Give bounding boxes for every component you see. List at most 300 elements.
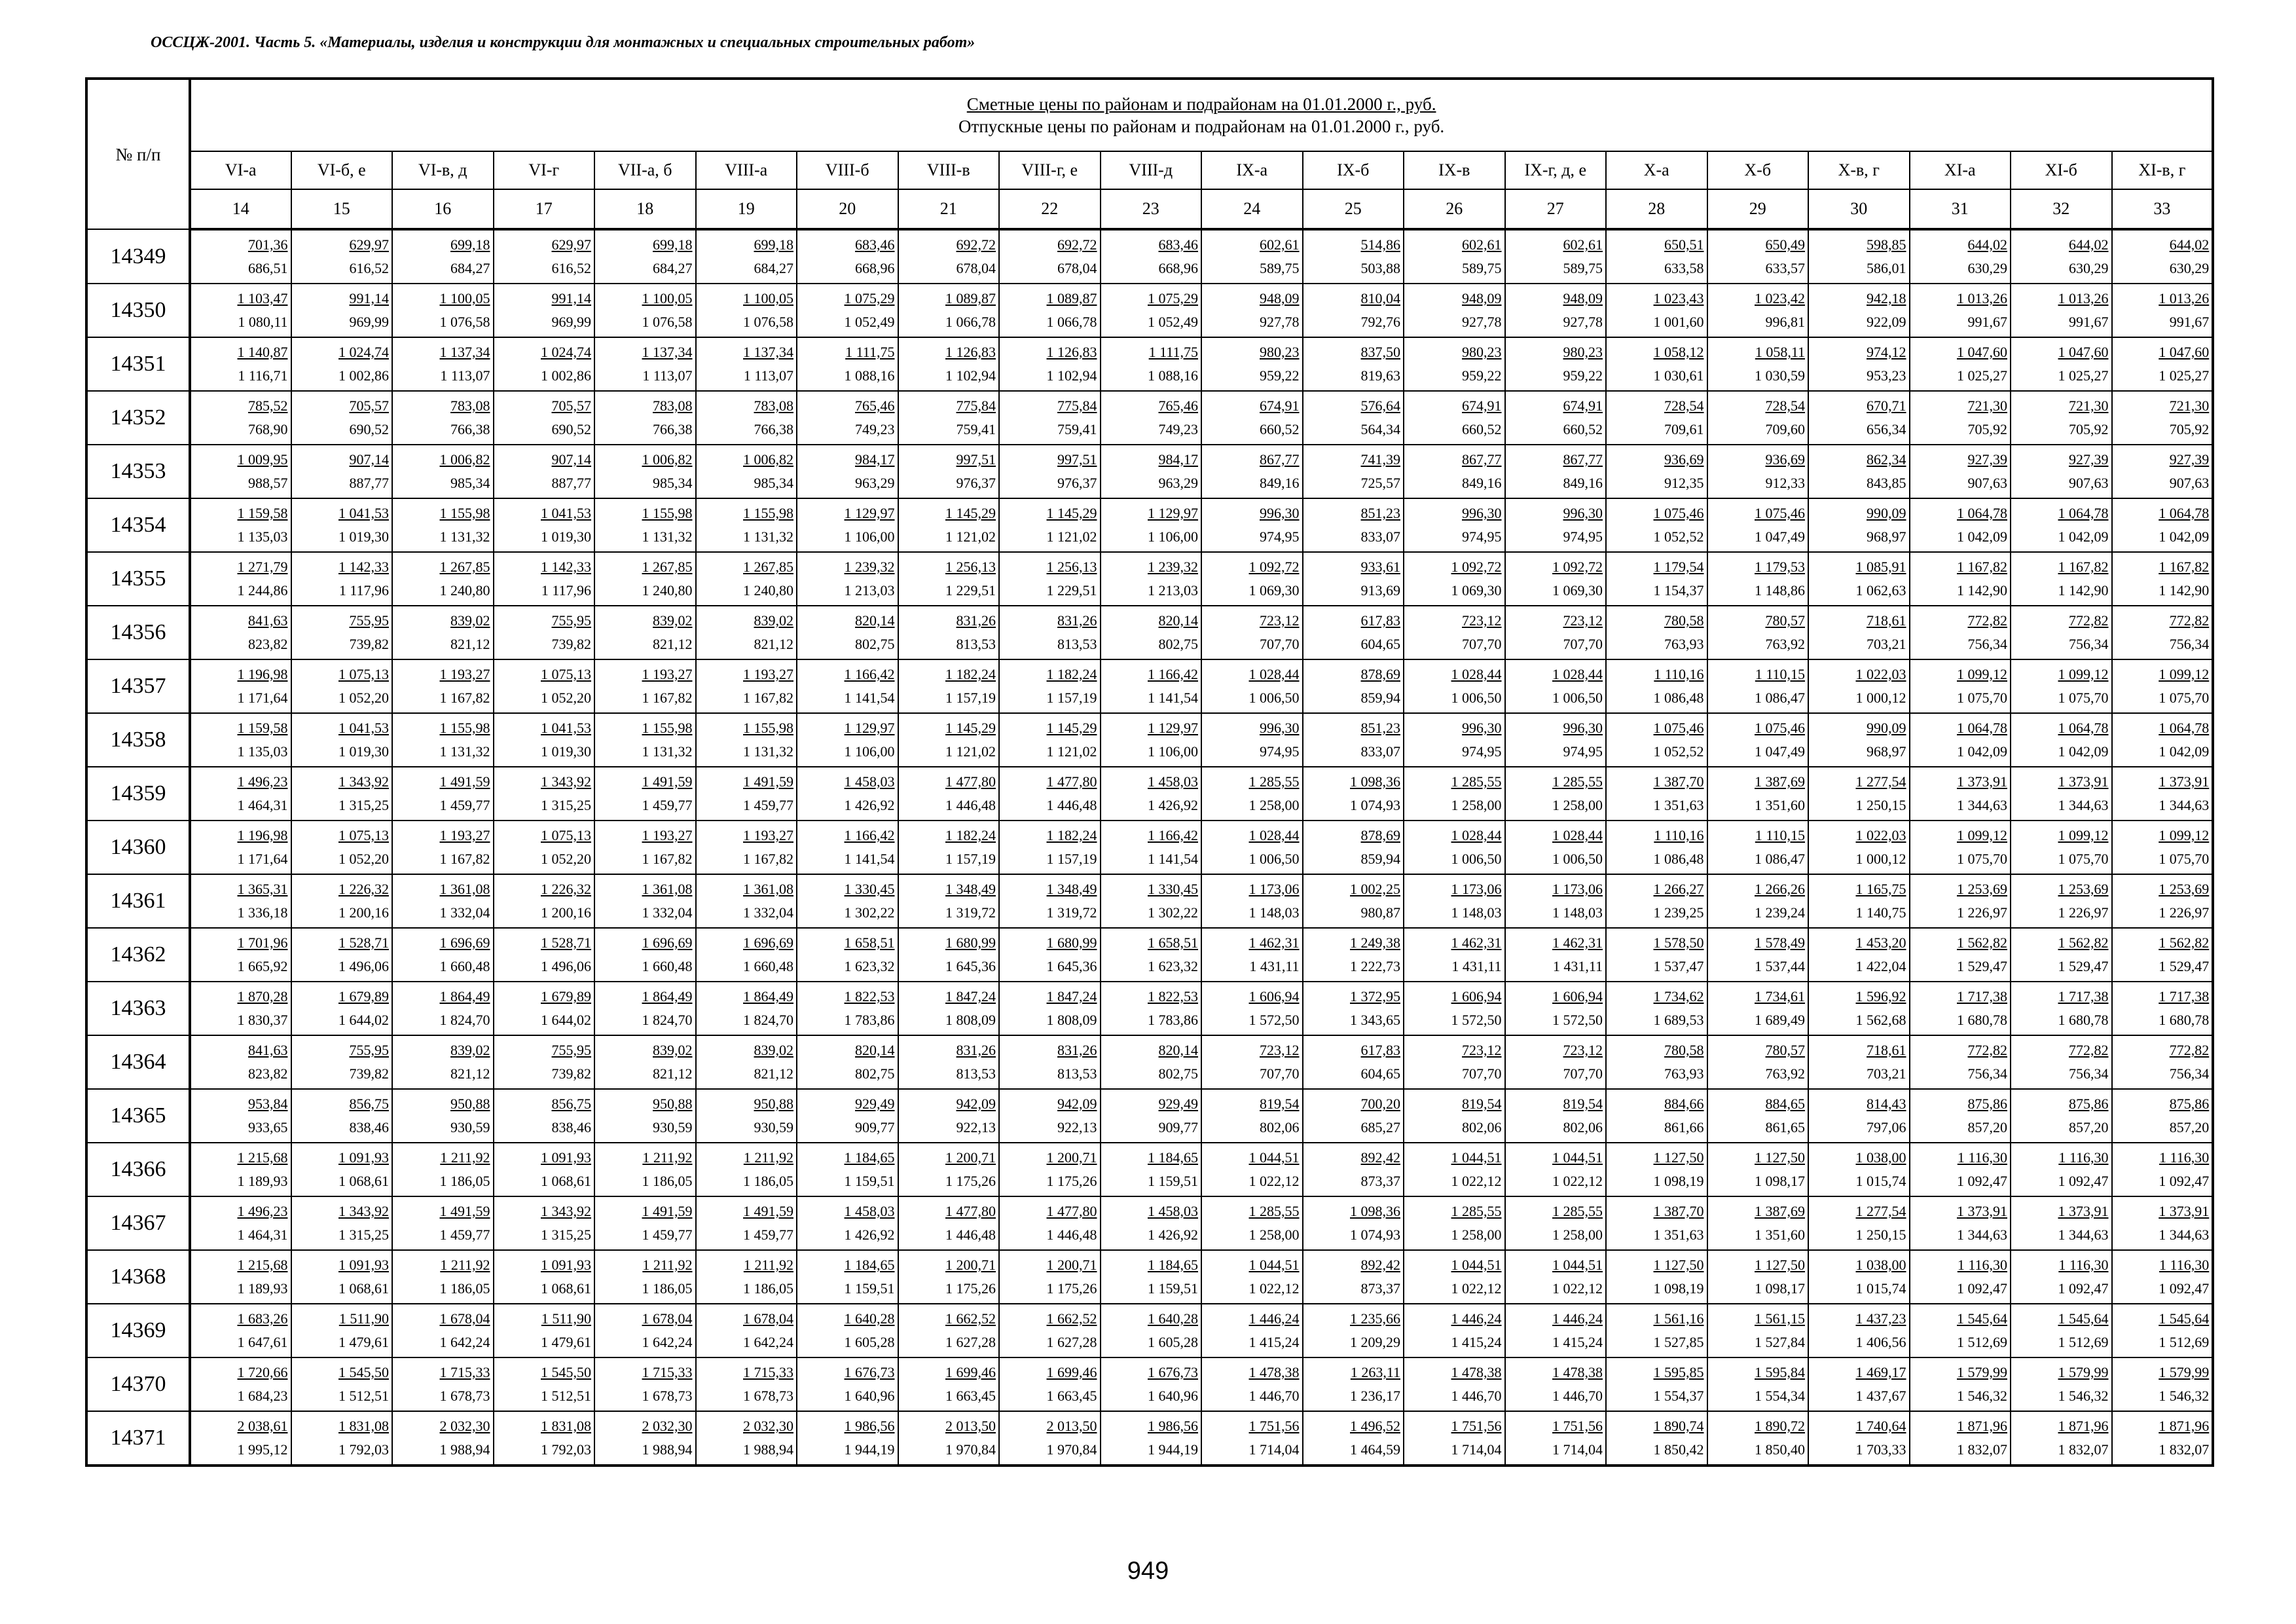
price-cell xyxy=(1505,445,1607,498)
wholesale-price: 1 088,16 xyxy=(844,367,895,384)
price-cell xyxy=(494,337,595,391)
price-cell xyxy=(1707,1250,1809,1304)
estimate-price: 1 715,33 xyxy=(743,1364,793,1380)
wholesale-price: 763,93 xyxy=(1664,636,1704,652)
estimate-price: 948,09 xyxy=(1260,290,1300,306)
wholesale-price: 1 000,12 xyxy=(1855,690,1906,706)
wholesale-price: 959,22 xyxy=(1462,367,1502,384)
price-cell xyxy=(898,1143,1000,1196)
wholesale-price: 1 258,00 xyxy=(1248,797,1300,813)
wholesale-price: 1 644,02 xyxy=(338,1012,389,1028)
wholesale-price: 690,52 xyxy=(551,421,591,437)
column-number: 24 xyxy=(1201,189,1303,229)
price-cell xyxy=(1606,1143,1707,1196)
wholesale-price: 821,12 xyxy=(653,1065,693,1082)
estimate-price: 1 477,80 xyxy=(945,1203,996,1219)
price-cell xyxy=(594,498,696,552)
price-cell xyxy=(1101,928,1202,982)
price-cell xyxy=(1505,1304,1607,1357)
wholesale-price: 1 546,32 xyxy=(2159,1388,2210,1404)
estimate-price: 831,26 xyxy=(956,612,996,629)
wholesale-price: 709,61 xyxy=(1664,421,1704,437)
wholesale-price: 1 240,80 xyxy=(743,582,793,599)
estimate-price: 1 606,94 xyxy=(1248,988,1300,1005)
wholesale-price: 1 086,48 xyxy=(1653,690,1704,706)
estimate-price: 1 099,12 xyxy=(2058,827,2109,843)
price-cell xyxy=(999,874,1101,928)
price-cell xyxy=(190,821,291,874)
estimate-price: 929,49 xyxy=(1158,1096,1198,1112)
estimate-price: 1 662,52 xyxy=(945,1310,996,1327)
estimate-price: 1 058,12 xyxy=(1653,344,1704,360)
estimate-price: 783,08 xyxy=(450,397,490,414)
wholesale-price: 686,51 xyxy=(248,260,288,276)
wholesale-price: 1 213,03 xyxy=(844,582,895,599)
estimate-price: 997,51 xyxy=(1057,451,1097,468)
wholesale-price: 633,57 xyxy=(1765,260,1805,276)
wholesale-price: 1 344,63 xyxy=(1957,797,2007,813)
price-cell xyxy=(696,391,797,445)
estimate-price: 996,30 xyxy=(1260,720,1300,736)
estimate-price: 692,72 xyxy=(956,236,996,253)
price-cell xyxy=(1404,1304,1505,1357)
wholesale-price: 1 459,77 xyxy=(743,797,793,813)
wholesale-price: 1 135,03 xyxy=(237,528,288,545)
price-cell xyxy=(1101,1304,1202,1357)
wholesale-price: 1 512,69 xyxy=(2159,1334,2210,1350)
price-cell xyxy=(392,1035,494,1089)
estimate-price: 1 267,85 xyxy=(642,559,693,575)
wholesale-price: 1 315,25 xyxy=(541,797,591,813)
estimate-price: 1 129,97 xyxy=(1148,505,1198,521)
estimate-price: 721,30 xyxy=(2169,397,2210,414)
price-cell xyxy=(1404,1250,1505,1304)
column-number: 21 xyxy=(898,189,1000,229)
estimate-price: 728,54 xyxy=(1765,397,1805,414)
estimate-price: 1 089,87 xyxy=(1046,290,1097,306)
estimate-price: 780,57 xyxy=(1765,612,1805,629)
estimate-price: 996,30 xyxy=(1462,720,1502,736)
estimate-price: 1 166,42 xyxy=(1148,827,1198,843)
price-cell xyxy=(1303,337,1404,391)
estimate-price: 1 469,17 xyxy=(1855,1364,1906,1380)
estimate-price: 1 446,24 xyxy=(1248,1310,1300,1327)
estimate-price: 1 184,65 xyxy=(844,1149,895,1166)
price-cell xyxy=(2112,284,2214,337)
estimate-price: 1 075,29 xyxy=(844,290,895,306)
estimate-price: 1 038,00 xyxy=(1855,1149,1906,1166)
estimate-price: 1 023,42 xyxy=(1755,290,1805,306)
price-cell xyxy=(898,1089,1000,1143)
estimate-price: 1 127,50 xyxy=(1755,1149,1805,1166)
price-cell xyxy=(1707,606,1809,659)
wholesale-price: 1 200,16 xyxy=(338,904,389,921)
price-cell xyxy=(1910,1357,2011,1411)
price-cell xyxy=(190,1304,291,1357)
price-cell xyxy=(2112,498,2214,552)
price-cell xyxy=(1505,982,1607,1035)
estimate-price: 1 196,98 xyxy=(237,666,288,682)
estimate-price: 1 387,69 xyxy=(1755,773,1805,790)
wholesale-price: 759,41 xyxy=(1057,421,1097,437)
wholesale-price: 707,70 xyxy=(1462,636,1502,652)
price-cell xyxy=(797,337,898,391)
estimate-price: 990,09 xyxy=(1867,505,1906,521)
wholesale-price: 1 464,59 xyxy=(1350,1441,1400,1458)
estimate-price: 741,39 xyxy=(1360,451,1400,468)
wholesale-price: 1 131,32 xyxy=(439,743,490,760)
price-cell xyxy=(594,445,696,498)
estimate-price: 1 373,91 xyxy=(2159,773,2210,790)
wholesale-price: 1 075,70 xyxy=(2159,690,2210,706)
price-cell xyxy=(190,982,291,1035)
estimate-price: 692,72 xyxy=(1057,236,1097,253)
wholesale-price: 922,13 xyxy=(956,1119,996,1135)
row-id: 14360 xyxy=(86,821,190,874)
wholesale-price: 887,77 xyxy=(551,475,591,491)
wholesale-price: 1 623,32 xyxy=(844,958,895,974)
price-cell xyxy=(2011,1089,2112,1143)
estimate-price: 775,84 xyxy=(956,397,996,414)
price-cell xyxy=(594,821,696,874)
estimate-price: 839,02 xyxy=(450,612,490,629)
price-cell xyxy=(2011,659,2112,713)
wholesale-price: 1 189,93 xyxy=(237,1280,288,1297)
region-header: XI-в, г xyxy=(2112,151,2214,189)
estimate-price: 984,17 xyxy=(1158,451,1198,468)
wholesale-price: 1 554,34 xyxy=(1755,1388,1805,1404)
wholesale-price: 1 222,73 xyxy=(1350,958,1400,974)
estimate-price: 1 986,56 xyxy=(844,1418,895,1434)
wholesale-price: 1 086,48 xyxy=(1653,851,1704,867)
price-cell xyxy=(696,982,797,1035)
estimate-price: 772,82 xyxy=(2169,1042,2210,1058)
price-cell xyxy=(1505,713,1607,767)
wholesale-price: 1 446,70 xyxy=(1451,1388,1502,1404)
column-number: 19 xyxy=(696,189,797,229)
estimate-price: 2 038,61 xyxy=(237,1418,288,1434)
wholesale-price: 1 157,19 xyxy=(945,690,996,706)
price-cell xyxy=(696,874,797,928)
estimate-price: 617,83 xyxy=(1360,612,1400,629)
price-cell xyxy=(392,552,494,606)
wholesale-price: 1 459,77 xyxy=(642,797,693,813)
wholesale-price: 963,29 xyxy=(1158,475,1198,491)
price-cell xyxy=(797,445,898,498)
wholesale-price: 1 546,32 xyxy=(1957,1388,2007,1404)
price-cell xyxy=(1910,713,2011,767)
wholesale-price: 1 645,36 xyxy=(945,958,996,974)
wholesale-price: 768,90 xyxy=(248,421,288,437)
price-cell xyxy=(1101,498,1202,552)
price-cell xyxy=(1910,1089,2011,1143)
region-header: X-а xyxy=(1606,151,1707,189)
wholesale-price: 1 830,37 xyxy=(237,1012,288,1028)
row-id: 14369 xyxy=(86,1304,190,1357)
estimate-price: 1 734,62 xyxy=(1653,988,1704,1005)
wholesale-price: 1 792,03 xyxy=(541,1441,591,1458)
wholesale-price: 1 052,20 xyxy=(541,690,591,706)
wholesale-price: 1 529,47 xyxy=(1957,958,2007,974)
wholesale-price: 1 076,58 xyxy=(642,314,693,330)
estimate-price: 699,18 xyxy=(450,236,490,253)
price-cell xyxy=(594,713,696,767)
estimate-price: 1 142,33 xyxy=(541,559,591,575)
price-cell xyxy=(291,1357,393,1411)
price-cell xyxy=(2011,1035,2112,1089)
estimate-price: 996,30 xyxy=(1260,505,1300,521)
estimate-price: 1 211,92 xyxy=(642,1257,693,1273)
price-cell xyxy=(898,982,1000,1035)
price-cell xyxy=(797,1089,898,1143)
price-cell xyxy=(2011,1357,2112,1411)
wholesale-price: 1 665,92 xyxy=(237,958,288,974)
wholesale-price: 930,59 xyxy=(450,1119,490,1135)
price-cell xyxy=(898,337,1000,391)
estimate-price: 780,58 xyxy=(1664,612,1704,629)
estimate-price: 837,50 xyxy=(1360,344,1400,360)
wholesale-price: 813,53 xyxy=(956,636,996,652)
estimate-price: 1 387,70 xyxy=(1653,773,1704,790)
wholesale-price: 1 496,06 xyxy=(541,958,591,974)
estimate-price: 1 145,29 xyxy=(1046,505,1097,521)
wholesale-price: 1 660,48 xyxy=(439,958,490,974)
price-cell xyxy=(1505,1089,1607,1143)
estimate-price: 820,14 xyxy=(855,612,895,629)
price-cell xyxy=(1505,659,1607,713)
estimate-price: 1 155,98 xyxy=(743,720,793,736)
wholesale-price: 1 006,50 xyxy=(1451,851,1502,867)
wholesale-price: 1 351,60 xyxy=(1755,797,1805,813)
price-cell xyxy=(494,1411,595,1466)
estimate-price: 867,77 xyxy=(1260,451,1300,468)
price-cell xyxy=(797,713,898,767)
wholesale-price: 1 002,86 xyxy=(338,367,389,384)
estimate-price: 1 734,61 xyxy=(1755,988,1805,1005)
estimate-price: 1 024,74 xyxy=(541,344,591,360)
wholesale-price: 1 446,70 xyxy=(1552,1388,1603,1404)
wholesale-price: 589,75 xyxy=(1563,260,1603,276)
estimate-price: 1 676,73 xyxy=(1148,1364,1198,1380)
wholesale-price: 1 315,25 xyxy=(338,1227,389,1243)
wholesale-price: 1 117,96 xyxy=(338,582,389,599)
price-cell xyxy=(2011,445,2112,498)
price-cell xyxy=(1201,874,1303,928)
estimate-price: 1 715,33 xyxy=(642,1364,693,1380)
wholesale-price: 1 850,42 xyxy=(1653,1441,1704,1458)
price-cell xyxy=(291,1089,393,1143)
price-cell xyxy=(999,1196,1101,1250)
price-cell xyxy=(1808,1357,1910,1411)
price-cell xyxy=(1404,1357,1505,1411)
region-header-row xyxy=(86,151,2213,189)
wholesale-price: 1 512,69 xyxy=(1957,1334,2007,1350)
estimate-price: 1 477,80 xyxy=(1046,1203,1097,1219)
price-cell xyxy=(190,928,291,982)
estimate-price: 1 267,85 xyxy=(439,559,490,575)
wholesale-price: 630,29 xyxy=(1967,260,2007,276)
wholesale-price: 1 446,48 xyxy=(1046,797,1097,813)
wholesale-price: 1 075,70 xyxy=(1957,690,2007,706)
estimate-price: 1 678,04 xyxy=(642,1310,693,1327)
wholesale-price: 1 459,77 xyxy=(642,1227,693,1243)
wholesale-price: 1 415,24 xyxy=(1451,1334,1502,1350)
estimate-price: 1 578,50 xyxy=(1653,934,1704,951)
wholesale-price: 1 019,30 xyxy=(541,528,591,545)
price-cell xyxy=(1606,1357,1707,1411)
estimate-price: 1 155,98 xyxy=(743,505,793,521)
estimate-price: 2 032,30 xyxy=(743,1418,793,1434)
price-cell xyxy=(392,874,494,928)
wholesale-price: 1 022,12 xyxy=(1552,1173,1603,1189)
estimate-price: 831,26 xyxy=(956,1042,996,1058)
price-cell xyxy=(898,767,1000,821)
price-cell xyxy=(1303,391,1404,445)
wholesale-price: 1 159,51 xyxy=(1148,1280,1198,1297)
estimate-price: 820,14 xyxy=(1158,612,1198,629)
price-cell xyxy=(1201,821,1303,874)
column-number: 32 xyxy=(2011,189,2112,229)
wholesale-price: 1 226,97 xyxy=(2159,904,2210,921)
price-cell xyxy=(1201,1304,1303,1357)
price-cell xyxy=(1201,1250,1303,1304)
price-cell xyxy=(2112,445,2214,498)
price-cell xyxy=(1707,1143,1809,1196)
wholesale-price: 1 680,78 xyxy=(1957,1012,2007,1028)
price-cell xyxy=(190,1196,291,1250)
wholesale-price: 1 075,70 xyxy=(1957,851,2007,867)
estimate-price: 723,12 xyxy=(1462,1042,1502,1058)
price-cell xyxy=(1404,552,1505,606)
price-cell xyxy=(1505,552,1607,606)
price-cell xyxy=(594,1304,696,1357)
price-cell xyxy=(1201,391,1303,445)
estimate-price: 948,09 xyxy=(1563,290,1603,306)
estimate-price: 1 044,51 xyxy=(1451,1149,1502,1166)
price-cell xyxy=(1101,1250,1202,1304)
estimate-price: 1 528,71 xyxy=(338,934,389,951)
price-cell xyxy=(1606,337,1707,391)
wholesale-price: 1 258,00 xyxy=(1552,797,1603,813)
price-cell xyxy=(1303,982,1404,1035)
price-cell xyxy=(1303,552,1404,606)
estimate-price: 721,30 xyxy=(1967,397,2007,414)
wholesale-price: 968,97 xyxy=(1867,528,1906,545)
wholesale-price: 1 106,00 xyxy=(1148,743,1198,760)
price-cell xyxy=(1101,1196,1202,1250)
wholesale-price: 1 098,19 xyxy=(1653,1173,1704,1189)
estimate-price: 1 343,92 xyxy=(338,773,389,790)
price-cell xyxy=(1707,767,1809,821)
wholesale-price: 912,33 xyxy=(1765,475,1805,491)
estimate-price: 1 193,27 xyxy=(439,666,490,682)
wholesale-price: 802,06 xyxy=(1260,1119,1300,1135)
estimate-price: 1 699,46 xyxy=(945,1364,996,1380)
wholesale-price: 1 052,20 xyxy=(338,851,389,867)
price-cell xyxy=(1303,928,1404,982)
wholesale-price: 1 092,47 xyxy=(1957,1173,2007,1189)
wholesale-price: 907,63 xyxy=(1967,475,2007,491)
price-cell xyxy=(494,1089,595,1143)
price-cell xyxy=(999,498,1101,552)
price-cell xyxy=(797,498,898,552)
price-cell xyxy=(1404,229,1505,284)
price-cell xyxy=(2011,284,2112,337)
estimate-price: 856,75 xyxy=(349,1096,389,1112)
estimate-price: 1 098,36 xyxy=(1350,1203,1400,1219)
price-cell xyxy=(1606,552,1707,606)
wholesale-price: 1 068,61 xyxy=(541,1280,591,1297)
price-cell xyxy=(2112,337,2214,391)
wholesale-price: 1 022,12 xyxy=(1248,1173,1300,1189)
estimate-price: 1 075,13 xyxy=(338,827,389,843)
wholesale-price: 959,22 xyxy=(1260,367,1300,384)
column-number: 31 xyxy=(1910,189,2011,229)
wholesale-price: 813,53 xyxy=(1057,1065,1097,1082)
price-cell xyxy=(999,606,1101,659)
wholesale-price: 1 141,54 xyxy=(1148,851,1198,867)
price-cell xyxy=(1404,659,1505,713)
estimate-price: 1 155,98 xyxy=(642,720,693,736)
wholesale-price: 1 006,50 xyxy=(1552,690,1603,706)
price-cell xyxy=(1101,874,1202,928)
wholesale-price: 849,16 xyxy=(1260,475,1300,491)
estimate-price: 629,97 xyxy=(551,236,591,253)
price-cell xyxy=(1808,552,1910,606)
price-cell xyxy=(1808,445,1910,498)
wholesale-price: 1 019,30 xyxy=(338,528,389,545)
estimate-price: 1 528,71 xyxy=(541,934,591,951)
estimate-price: 892,42 xyxy=(1360,1149,1400,1166)
wholesale-price: 823,82 xyxy=(248,1065,288,1082)
estimate-price: 1 679,89 xyxy=(338,988,389,1005)
wholesale-price: 1 422,04 xyxy=(1855,958,1906,974)
estimate-price: 1 047,60 xyxy=(1957,344,2007,360)
row-id: 14361 xyxy=(86,874,190,928)
row-id: 14349 xyxy=(86,229,190,284)
price-cell xyxy=(1303,1196,1404,1250)
estimate-price: 1 890,74 xyxy=(1653,1418,1704,1434)
price-cell xyxy=(594,1250,696,1304)
estimate-price: 1 166,42 xyxy=(844,666,895,682)
price-cell xyxy=(898,284,1000,337)
estimate-price: 1 129,97 xyxy=(844,720,895,736)
wholesale-price: 1 121,02 xyxy=(945,528,996,545)
price-cell xyxy=(1404,821,1505,874)
wholesale-price: 1 074,93 xyxy=(1350,1227,1400,1243)
estimate-price: 1 864,49 xyxy=(642,988,693,1005)
wholesale-price: 1 351,60 xyxy=(1755,1227,1805,1243)
price-cell xyxy=(494,391,595,445)
wholesale-price: 1 002,86 xyxy=(541,367,591,384)
price-cell xyxy=(594,229,696,284)
estimate-price: 1 047,60 xyxy=(2058,344,2109,360)
estimate-price: 1 058,11 xyxy=(1755,344,1805,360)
price-cell xyxy=(1808,928,1910,982)
estimate-price: 1 373,91 xyxy=(2159,1203,2210,1219)
price-cell xyxy=(1707,1357,1809,1411)
wholesale-price: 1 431,11 xyxy=(1451,958,1502,974)
price-cell xyxy=(1910,606,2011,659)
price-cell xyxy=(1707,1035,1809,1089)
price-cell xyxy=(1808,1035,1910,1089)
wholesale-price: 1 159,51 xyxy=(844,1173,895,1189)
price-cell xyxy=(392,284,494,337)
region-header: IX-г, д, е xyxy=(1505,151,1607,189)
wholesale-price: 1 988,94 xyxy=(642,1441,693,1458)
price-cell xyxy=(999,1411,1101,1466)
estimate-price: 785,52 xyxy=(248,397,288,414)
